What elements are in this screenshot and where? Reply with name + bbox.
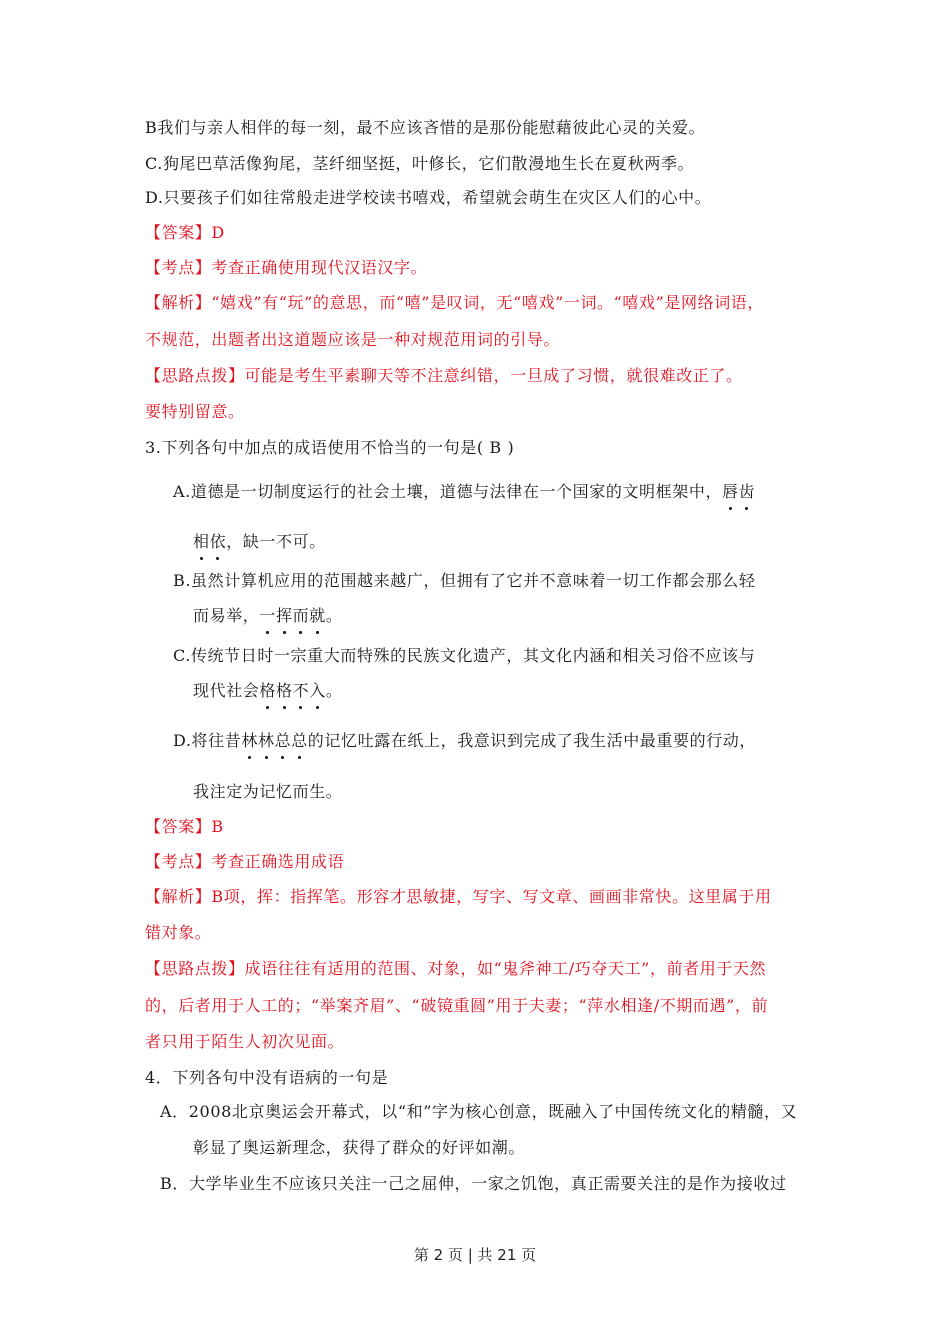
q4-option-b-line-1: B．大学毕业生不应该只关注一己之屈伸，一家之饥饱，真正需要关注的是作为接收过 xyxy=(160,1174,787,1193)
q3-stem: 3.下列各句中加点的成语使用不恰当的一句是( B ) xyxy=(145,438,515,457)
test-point-label: 【考点】 xyxy=(145,258,212,277)
q2-option-b: B我们与亲人相伴的每一刻，最不应该吝惜的是那份能慰藉彼此心灵的关爱。 xyxy=(145,118,706,137)
tip-text: 可能是考生平素聊天等不注意纠错，一旦成了习惯，就很难改正了。 xyxy=(244,366,743,385)
q3-option-d-line-1 xyxy=(173,731,756,751)
emphasis-char: 总 xyxy=(274,731,292,750)
q3-tip-line-1 xyxy=(145,959,766,979)
analysis-text: B项，挥：指挥笔。形容才思敏捷，写字、写文章、画画非常快。这里属于用 xyxy=(211,887,772,906)
option-text: D.将往昔 xyxy=(173,731,242,750)
option-text: 现代社会 xyxy=(193,681,260,700)
q3-analysis-line-1 xyxy=(145,887,772,907)
q3-option-b-line-2 xyxy=(193,606,342,626)
analysis-label: 【解析】 xyxy=(145,887,212,906)
q3-option-d-line-2: 我注定为记忆而生。 xyxy=(193,782,343,801)
emphasis-char: 格 xyxy=(259,681,277,700)
option-text: A.道德是一切制度运行的社会土壤，道德与法律在一个国家的文明框架中， xyxy=(173,482,723,501)
emphasis-char: 不 xyxy=(292,681,310,700)
q3-option-c-line-2 xyxy=(193,681,342,701)
emphasis-char: 相 xyxy=(193,532,210,551)
q2-test-point xyxy=(145,258,427,278)
emphasis-char: 总 xyxy=(291,731,308,750)
analysis-label: 【解析】 xyxy=(145,293,212,312)
q4-option-a-line-1: A．2008北京奥运会开幕式，以“和”字为核心创意，既融入了中国传统文化的精髓，又 xyxy=(160,1102,798,1121)
q3-option-a-line-1 xyxy=(173,482,755,502)
answer-label: 【答案】 xyxy=(145,817,212,836)
tip-label: 【思路点拨】 xyxy=(145,959,245,978)
test-point-label: 【考点】 xyxy=(145,852,212,871)
option-text: 而易举， xyxy=(193,606,260,625)
emphasis-char: 依 xyxy=(209,532,227,551)
test-point-value: 考查正确使用现代汉语汉字。 xyxy=(211,258,428,277)
emphasis-char: 唇 xyxy=(722,482,739,501)
q2-tip-line-2: 要特别留意。 xyxy=(145,402,245,421)
answer-value: B xyxy=(211,817,224,836)
emphasis-char: 一 xyxy=(259,606,277,625)
emphasis-char: 林 xyxy=(257,731,275,750)
q2-option-d: D.只要孩子们如往常般走进学校读书嘻戏，希望就会萌生在灾区人们的心中。 xyxy=(145,188,712,207)
emphasis-char: 挥 xyxy=(276,606,293,625)
q3-tip-line-2: 的，后者用于人工的；“举案齐眉”、“破镜重圆”用于夫妻；“萍水相逢/不期而遇”，前 xyxy=(145,996,769,1015)
q3-tip-line-3: 者只用于陌生人初次见面。 xyxy=(145,1032,345,1051)
q3-option-c-line-1: C.传统节日时一宗重大而特殊的民族文化遗产，其文化内涵和相关习俗不应该与 xyxy=(173,646,756,665)
emphasis-char: 入 xyxy=(309,681,326,700)
q2-answer xyxy=(145,223,225,243)
q4-stem: 4．下列各句中没有语病的一句是 xyxy=(145,1068,389,1087)
q3-test-point xyxy=(145,852,344,872)
page-footer: 第 2 页 | 共 21 页 xyxy=(413,1246,537,1264)
option-text: 的记忆吐露在纸上，我意识到完成了我生活中最重要的行动， xyxy=(307,731,756,750)
answer-label: 【答案】 xyxy=(145,223,212,242)
emphasis-char: 就 xyxy=(309,606,326,625)
tip-text: 成语往往有适用的范围、对象，如“鬼斧神工/巧夺天工”，前者用于天然 xyxy=(244,959,767,978)
option-text: 。 xyxy=(325,606,343,625)
q3-answer xyxy=(145,817,224,837)
option-text: 。 xyxy=(325,681,343,700)
answer-value: D xyxy=(211,223,225,242)
q3-analysis-line-2: 错对象。 xyxy=(145,923,212,942)
q2-analysis-line-2: 不规范，出题者出这道题应该是一种对规范用词的引导。 xyxy=(145,330,561,349)
option-text: ，缺一不可。 xyxy=(226,532,326,551)
emphasis-char: 齿 xyxy=(738,482,756,501)
q3-option-a-line-2 xyxy=(193,532,326,552)
analysis-text: “嬉戏”有“玩”的意思，而“嘻”是叹词，无“嘻戏”一词。“嘻戏”是网络词语， xyxy=(211,293,765,312)
q2-analysis-line-1 xyxy=(145,293,764,313)
test-point-value: 考查正确选用成语 xyxy=(211,852,345,871)
emphasis-char: 林 xyxy=(241,731,258,750)
q2-option-c: C.狗尾巴草活像狗尾，茎纤细坚挺，叶修长，它们散漫地生长在夏秋两季。 xyxy=(145,154,695,173)
tip-label: 【思路点拨】 xyxy=(145,366,245,385)
emphasis-char: 而 xyxy=(292,606,310,625)
q4-option-a-line-2: 彰显了奥运新理念，获得了群众的好评如潮。 xyxy=(193,1138,526,1157)
emphasis-char: 格 xyxy=(276,681,293,700)
q3-option-b-line-1: B.虽然计算机应用的范围越来越广，但拥有了它并不意味着一切工作都会那么轻 xyxy=(173,571,756,590)
q2-tip-line-1 xyxy=(145,366,743,386)
